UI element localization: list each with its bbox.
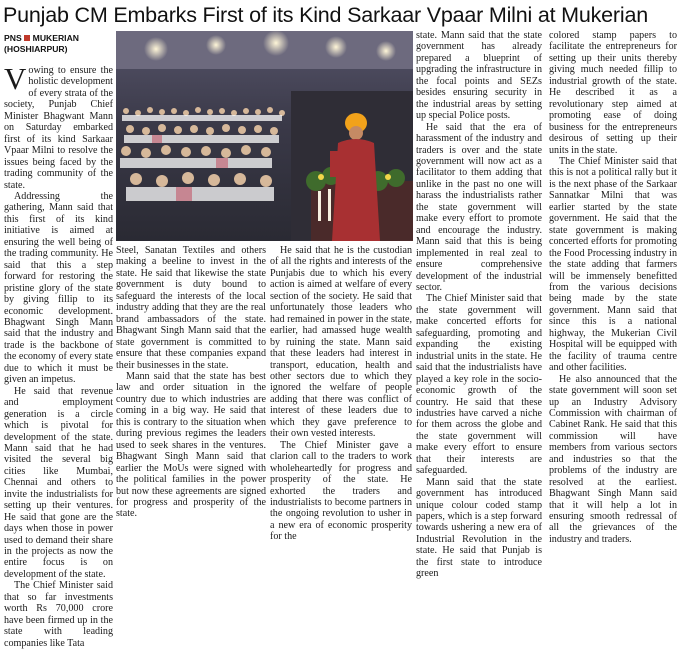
article-column-5 <box>549 30 677 545</box>
drop-cap: V <box>4 61 27 96</box>
column-1-paragraph-4: The Chief Minister said that so far investments worth Rs 70,000 crore have been firmed up in the state with leading companies like Tata <box>4 580 113 649</box>
byline-location: MUKERIAN <box>32 33 79 43</box>
byline-agency: PNS <box>4 33 22 43</box>
article-column-2 <box>116 245 266 520</box>
column-1-paragraph-2: Addressing the gathering, Mann said that this first of its kind initiative is aimed at ensuring the well being of the trading community. He said that this a step forward for restoring the pristine glory of the state by giving fillip to its economic development. Bhagwant Singh Mann said that the industry and trade is the backbone of the economy of every state due to which it must be given an impetus. <box>4 190 113 386</box>
column-4-paragraph-2: He said that the era of harassment of the industry and traders is over and the state government will now act as a facilitator to them adding that unlike in the past no one will harass the industrialists rather the state government will make every effort to promote and encourage the industry. Mann said that this is being implemented in real zeal to ensure comprehensive development of the industrial sector. <box>416 121 542 293</box>
column-5-paragraph-3: He also announced that the state government will soon set up an Industry Advisory Commission with chairman of Cabinet Rank. He said that this commission will have members from various sectors and industries so that the problems of the industry are resolved at the earliest. Bhagwant Singh Mann said that it will help a lot in ensuring smooth redressal of all the grievances of the industry and traders. <box>549 373 677 545</box>
column-2-paragraph-2: Mann said that the state has best law and order situation in the country due to which industries are coming in a big way. He said that this is contrary to the situation when during previous regimes the leaders used to seek shares in the ventures. Bhagwant Singh Mann said that earlier the MoUs were signed with the political families in the power but now these agreements are signed for progress and prosperity of the state. <box>116 370 266 520</box>
article-headline: Punjab CM Embarks First of its Kind Sarkaar Vpaar Milni at Mukerian <box>3 3 648 27</box>
column-3-paragraph-2: The Chief Minister gave a clarion call to the traders to work wholeheartedly for progress and prosperity of the state. He exhorted the traders and industrialists to become partners in the ongoing revolution to usher in a new era of economic prosperity for the <box>270 439 412 543</box>
byline <box>4 33 79 55</box>
article-column-3 <box>270 245 412 543</box>
column-5-paragraph-1: colored stamp papers to facilitate the entrepreneurs for setting up their units thereby giving much needed fillip to industrial growth of the state. He described it as a revolutionary step aimed at promoting ease of doing business for the entrepreneurs desirous of setting up their units in the state. <box>549 30 677 156</box>
column-1-paragraph-1: Vowing to ensure the holistic development of every strata of the society, Punjab Chief Minister Bhagwant Mann on Saturday embarked first of its kind Sarkaar Vpaar Milni to resolve the issues being faced by the trading community of the state. <box>4 61 113 191</box>
event-stage-photo <box>116 31 413 241</box>
column-4-paragraph-3: The Chief Minister said that the state government will make concerted efforts for safeguarding, promoting and expanding the existing industrial units in the state. He said that the industrialists have played a key role in the socio-economic growth of the country. He said that these industries have carved a niche for them across the globe and the state government will make every effort to ensure that their interests are safeguarded. <box>416 293 542 477</box>
column-2-paragraph-1: Steel, Sanatan Textiles and others making a beeline to invest in the state. He said that likewise the state government is duty bound to safeguard the interests of the local industry adding that they are the real brand ambassadors of the state. Bhagwant Singh Mann said that the state government is committed to ensure that these companies expand their businesses in the state. <box>116 245 266 371</box>
column-4-paragraph-4: Mann said that the state government has introduced unique colour coded stamp papers, which is a step forward towards ushering a new era of Industrial Revolution in the state. He said that Punjab is the first state to introduce green <box>416 476 542 580</box>
column-1-paragraph-3: He said that revenue and employment generation is a circle which is pivotal for development of the state. Mann said that he had visited the several big cities like Mumbai, Chennai and others to invite the industrialists for setting up their ventures. He said that gone are the days when those in power used to demand their share in the projects as now the entire focus is on development of the state. <box>4 385 113 580</box>
article-photo <box>116 31 413 241</box>
column-5-paragraph-2: The Chief Minister said that this is not a political rally but it is the next phase of the Sarkaar Sannatkar Milni that was earlier started by the state government. He said that the state government is making concerted efforts for promoting the Food Processing industry in the state adding that farmers will be immensely benefitted from the various decisions being made by the state government. Mann said that since this is a national highway, the Mukerian Civil Hospital will be equipped with the facility of trauma centre and other facilities. <box>549 155 677 374</box>
column-4-paragraph-1: state. Mann said that the state government has already prepared a blueprint of upgrading the infrastructure in the focal points and SEZs besides ensuring security in the industrial areas by setting up special Police posts. <box>416 30 542 122</box>
article-column-4 <box>416 30 542 580</box>
byline-separator-square <box>24 35 30 41</box>
column-3-paragraph-1: He said that he is the custodian of all the rights and interests of the Punjabis due to which his every action is aimed at welfare of every section of the society. He said that unfortunately those leaders who had remained in power in the state, earlier, had amassed huge wealth by ruining the state. Mann said that these leaders had interest in transport, education, health and other sectors due to which they ignored the welfare of people adding that there was conflict of interest of these leaders due to which they gave preference to their own vested interests. <box>270 245 412 440</box>
byline-region: (HOSHIARPUR) <box>4 44 68 54</box>
article-column-1 <box>4 61 113 649</box>
